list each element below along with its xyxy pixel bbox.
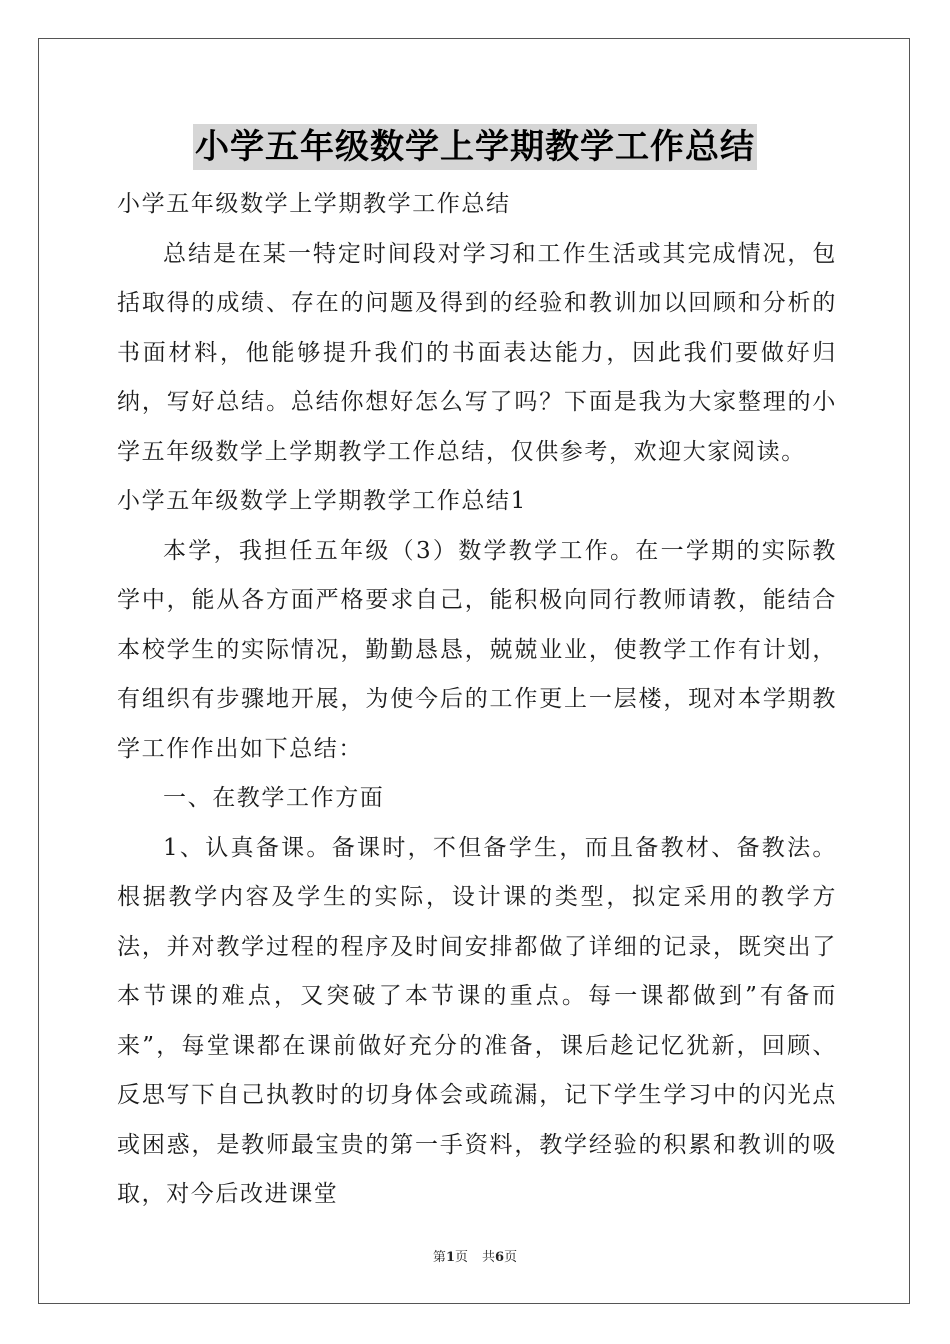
page-footer <box>0 1246 950 1265</box>
document-body <box>117 180 837 1220</box>
body-paragraph: 1、认真备课。备课时，不但备学生，而且备教材、备教法。根据教学内容及学生的实际，设计课的类型，拟定采用的教学方法，并对教学过程的程序及时间安排都做了详细的记录，既突出了本节课的难点，又突破了本节课的重点。每一课都做到”有备而来”，每堂课都在课前做好充分的准备，课后趁记忆犹新，回顾、反思写下自己执教时的切身体会或疏漏，记下学生学习中的闪光点或困惑，是教师最宝贵的第一手资料，教学经验的积累和教训的吸取，对今后改进课堂 <box>117 834 837 1207</box>
footer-total-suffix: 页 <box>504 1250 518 1265</box>
footer-page-current: 1 <box>445 1250 455 1265</box>
body-paragraph: 本学，我担任五年级（3）数学教学工作。在一学期的实际教学中，能从各方面严格要求自己，能积极向同行教师请教，能结合本校学生的实际情况，勤勤恳恳，兢兢业业，使教学工作有计划，有组织有步骤地开展，为使今后的工作更上一层楼，现对本学期教学工作作出如下总结： <box>117 537 837 762</box>
subsection-heading: 一、在教学工作方面 <box>163 785 385 811</box>
section-heading: 小学五年级数学上学期教学工作总结1 <box>117 488 527 514</box>
document-title <box>0 124 950 170</box>
footer-page-suffix: 页 <box>454 1250 468 1265</box>
footer-page-prefix: 第 <box>432 1250 446 1265</box>
title-text: 小学五年级数学上学期教学工作总结 <box>193 124 757 170</box>
footer-page-total: 6 <box>495 1250 505 1265</box>
footer-total-prefix: 共 <box>482 1250 496 1265</box>
subtitle-paragraph: 小学五年级数学上学期教学工作总结 <box>117 191 511 217</box>
intro-paragraph: 总结是在某一特定时间段对学习和工作生活或其完成情况，包括取得的成绩、存在的问题及得到的经验和教训加以回顾和分析的书面材料，他能够提升我们的书面表达能力，因此我们要做好归纳，写好总结。总结你想好怎么写了吗？下面是我为大家整理的小学五年级数学上学期教学工作总结，仅供参考，欢迎大家阅读。 <box>117 240 837 465</box>
